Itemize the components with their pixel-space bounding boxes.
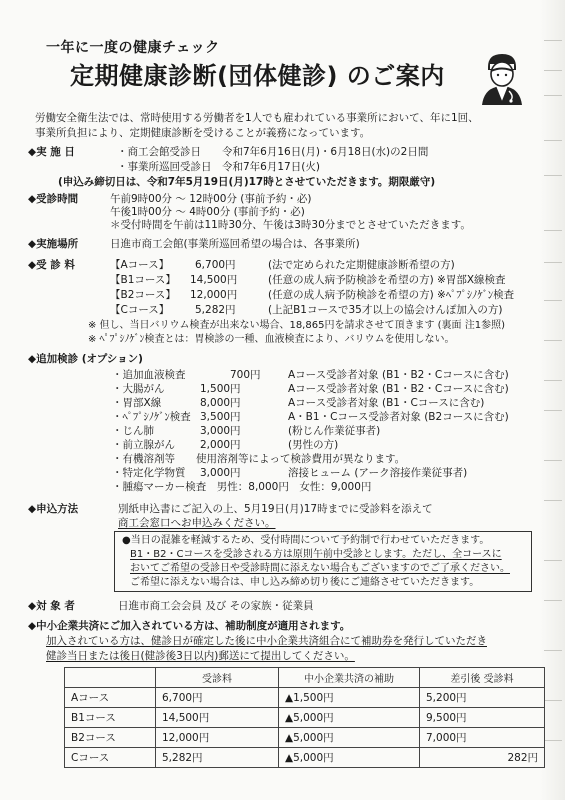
fee-desc: (任意の成人病予防検診を希望の方) ※胃部X線検査 <box>268 274 506 286</box>
table-cell-course: B2コース <box>65 728 156 748</box>
schedule-visit-date: ・事業所巡回受診日 令和7年6月17日(火) <box>117 161 320 173</box>
option-price: 3,000円 <box>200 467 241 479</box>
fee-course: 【Cコース】 <box>110 304 170 316</box>
table-row <box>65 708 545 728</box>
hours-note: ＊受付時間を午前は11時30分、午後は3時30分までとさせていただきます。 <box>110 219 471 231</box>
option-name: ・特定化学物質 <box>112 467 186 479</box>
option-price: 1,500円 <box>200 383 241 395</box>
reservation-notice-line-1: ●当日の混雑を軽減するため、受付時間について予約制で行わせていただきます。 <box>122 535 490 546</box>
apply-line-2: 商工会窓口へお申込みください。 <box>118 517 276 529</box>
option-tumor-marker: ・腫瘍マーカー検査 男性：8,000円 女性：9,000円 <box>112 481 372 493</box>
option-target: Aコース受診者対象 (B1・B2・Cコースに含む) <box>288 383 509 395</box>
table-cell-fee: 12,000円 <box>156 728 279 748</box>
mutual-aid-line-2: 加入されている方は、健診日が確定した後に中小企業共済組合にて補助券を発行していただき <box>46 635 487 647</box>
target-label: ◆対 象 者 <box>28 600 75 612</box>
table-header-row <box>65 668 545 688</box>
table-row <box>65 688 545 708</box>
fee-course: 【B1コース】 <box>110 274 176 286</box>
option-price: 3,000円 <box>200 425 241 437</box>
fee-price: 6,700円 <box>195 259 236 271</box>
reservation-notice-line-2: B1・B2・Cコースを受診される方は原則午前中受診とします。ただし、全コースに <box>130 549 502 560</box>
intro-line-2: 事業所負担により、定期健康診断を受けることが義務になっています。 <box>35 127 371 139</box>
table-cell-fee: 5,282円 <box>156 748 279 768</box>
table-cell-net: 7,000円 <box>420 728 545 748</box>
table-cell-net: 9,500円 <box>420 708 545 728</box>
table-header-cell: 差引後 受診料 <box>420 668 545 688</box>
fee-comparison-table <box>64 667 545 768</box>
fees-label: ◆受 診 料 <box>28 259 75 271</box>
table-cell-course: Cコース <box>65 748 156 768</box>
reservation-notice-line-3: おいてご希望の受診日や受診時間に添えない場合もございますのでご了承ください。 <box>130 563 510 574</box>
fee-course: 【Aコース】 <box>110 259 170 271</box>
location-value: 日進市商工会館(事業所巡回希望の場合は、各事業所) <box>110 238 360 250</box>
option-organic-solvent: ・有機溶剤等 使用溶剤等によって検診費用が異なります。 <box>112 453 406 465</box>
schedule-venue-date: ・商工会館受診日 令和7年6月16日(月)・6月18日(水)の2日間 <box>117 146 429 158</box>
intro-line-1: 労働安全衛生法では、常時使用する労働者を1人でも雇われている事業所において、年に1回、 <box>35 112 479 124</box>
table-row <box>65 728 545 748</box>
table-row <box>65 748 545 768</box>
option-target: Aコース受診者対象 (B1・B2・Cコースに含む) <box>288 369 509 381</box>
fee-price: 5,282円 <box>195 304 236 316</box>
option-target: A・B1・Cコース受診者対象 (B2コースに含む) <box>288 411 509 423</box>
option-price: 2,000円 <box>200 439 241 451</box>
table-cell-net: 282円 <box>420 748 545 768</box>
option-name: ・追加血液検査 <box>112 369 186 381</box>
location-label: ◆実施場所 <box>28 238 79 250</box>
mutual-aid-line-3: 健診当日または後日(健診後3日以内)郵送にて提出してください。 <box>46 650 355 662</box>
table-cell-subsidy: ▲5,000円 <box>279 728 420 748</box>
mutual-aid-line-1: ◆中小企業共済にご加入されている方は、補助制度が適用されます。 <box>28 620 351 632</box>
doctor-icon <box>478 50 526 106</box>
schedule-label: ◆実 施 日 <box>28 146 75 158</box>
header-subtitle: 一年に一度の健康チェック <box>46 40 220 56</box>
apply-label: ◆申込方法 <box>28 503 79 515</box>
fee-desc: (上記B1コースで35才以上の協会けんぽ加入の方) <box>268 304 503 316</box>
hours-am: 午前9時00分 ～ 12時00分 (事前予約・必) <box>110 193 312 205</box>
table-cell-course: Aコース <box>65 688 156 708</box>
option-target: 溶接ヒューム (アーク溶接作業従事者) <box>288 467 468 479</box>
fee-desc: (任意の成人病予防検診を希望の方) ※ﾍﾟﾌﾟｼﾉｹﾞﾝ検査 <box>268 289 515 301</box>
target-value: 日進市商工会会員 及び その家族・従業員 <box>118 600 314 612</box>
hours-pm: 午後1時00分 ～ 4時00分 (事前予約・必) <box>110 206 305 218</box>
table-cell-fee: 6,700円 <box>156 688 279 708</box>
option-price: 3,500円 <box>200 411 241 423</box>
fee-desc: (法で定められた定期健康診断希望の方) <box>268 259 455 271</box>
table-header-cell <box>65 668 156 688</box>
option-name: ・大腸がん <box>112 383 165 395</box>
table-cell-fee: 14,500円 <box>156 708 279 728</box>
table-header-cell: 中小企業共済の補助 <box>279 668 420 688</box>
reservation-notice-line-4: ご希望に添えない場合は、申し込み締め切り後にご連絡させていただきます。 <box>130 577 480 588</box>
option-price: 8,000円 <box>200 397 241 409</box>
fee-price: 14,500円 <box>190 274 238 286</box>
table-cell-subsidy: ▲1,500円 <box>279 688 420 708</box>
table-cell-subsidy: ▲5,000円 <box>279 708 420 728</box>
option-target: (粉じん作業従事者) <box>288 425 381 437</box>
option-name: ・前立腺がん <box>112 439 175 451</box>
deadline-notice: (申込み締切日は、令和7年5月19日(月)17時とさせていただきます。期限厳守) <box>58 176 436 188</box>
table-header-cell: 受診料 <box>156 668 279 688</box>
table-cell-subsidy: ▲5,000円 <box>279 748 420 768</box>
table-cell-net: 5,200円 <box>420 688 545 708</box>
option-price: 700円 <box>230 369 261 381</box>
option-name: ・胃部X線 <box>112 397 162 409</box>
fee-note-barium: ※ 但し、当日バリウム検査が出来ない場合、18,865円を請求させて頂きます (裏面 注1参照) <box>88 320 505 331</box>
option-target: (男性の方) <box>288 439 339 451</box>
additional-label: ◆追加検診 (オプション) <box>28 353 143 365</box>
option-name: ・ﾍﾟﾌﾟｼﾉｹﾞﾝ検査 <box>112 411 191 423</box>
fee-note-pepsinogen: ※ ﾍﾟﾌﾟｼﾉｹﾞﾝ検査とは：胃検診の一種、血液検査により、バリウムを使用しない。 <box>88 334 455 345</box>
option-name: ・じん肺 <box>112 425 154 437</box>
table-cell-course: B1コース <box>65 708 156 728</box>
fee-price: 12,000円 <box>190 289 238 301</box>
page-title: 定期健康診断(団体健診) のご案内 <box>70 62 445 90</box>
hours-label: ◆受診時間 <box>28 193 79 205</box>
fee-course: 【B2コース】 <box>110 289 176 301</box>
apply-line-1: 別紙申込書にご記入の上、5月19日(月)17時までに受診料を添えて <box>118 503 433 515</box>
option-target: Aコース受診者対象 (B1・Cコースに含む) <box>288 397 485 409</box>
